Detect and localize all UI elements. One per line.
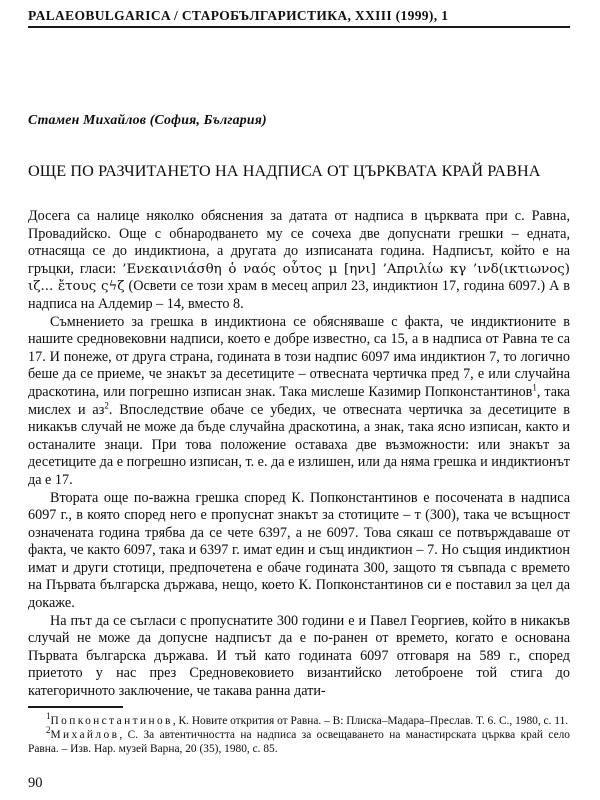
paragraph-2-text-b: , така мислех и аз: [28, 383, 570, 418]
footnote-1-citation: , К. Новите открития от Равна. – В: Плиска–Мадара–Преслав. Т. 6. С., 1980, с. 11.: [172, 715, 569, 727]
footnote-2-surname: Михайлов: [50, 729, 120, 742]
running-head-rule: [28, 26, 570, 28]
paragraph-1-text-a: Досега са налице няколко обяснения за датата от надписа в църквата при с. Равна, Провадийско. Още с обнародването му се сочеха две допуснати грешки – едната, отнасяща се до индиктиона, а другата до изписаната година. Надписът, който е на гръцки, гласи:: [28, 208, 570, 277]
author-byline: Стамен Михайлов (София, България): [28, 112, 267, 127]
article-body: [28, 208, 570, 701]
paragraph-2-text-c: . Впоследствие обаче се убедих, че отвесната чертичка за десетиците в никакъв случай не може да бъде случайна драскотина, а знак, така ясно изписан, както и останалите знаци. При това положение оставаха две възможности: или знакът за десетиците да е погрешно изписан, т. е. да е излишен, или да няма грешка и индиктионът да е 17.: [28, 401, 570, 488]
footnote-1-marker: 1: [46, 711, 51, 722]
footnote-2-marker: 2: [46, 725, 51, 736]
paragraph-1-text-b: (Освети се този храм в месец април 23, индиктион 17, година 6097.) А в надписа на Алдемир – 14, вместо 8.: [28, 278, 570, 312]
paragraph-2: [28, 314, 570, 490]
running-head: PALAEOBULGARICA / СТАРОБЪЛГАРИСТИКА, XXIII (1999), 1: [28, 8, 449, 23]
greek-inscription-quote: ’Ενεκαινιάσθη ὁ ναός οὗτος μ [ηνι] ’Απριλίω κγ ’ινδ(ικτιωνος) ιζ... ἔτους ςϟζ: [28, 261, 570, 295]
footnote-ref-1[interactable]: 1: [532, 382, 537, 393]
paragraph-1: [28, 208, 570, 314]
footnote-separator-rule: [28, 706, 123, 708]
page-title: ОЩЕ ПО РАЗЧИТАНЕТО НА НАДПИСА ОТ ЦЪРКВАТА КРАЙ РАВНА: [28, 162, 541, 180]
paragraph-2-text-a: Съмнението за грешка в индиктиона се обясняваше с факта, че индиктионите в нашите средновековни надписи, което е добре известно, са 15, а в надписа от Равна те са 17. И понеже, от друга страна, годината в този надпис 6097 има индиктион 7, то логично беше да се приеме, че знакът за десетиците – отвесната чертичка пред 7, е или случайна драскотина, или погрешно изписан знак. Така мислеше Казимир Попконстантинов: [28, 313, 570, 400]
footnote-2-citation: , С. За автентичността на надписа за освещаването на манастирската църква край село Равна. – Изв. Нар. музей Варна, 20 (35), 1980, с. 85.: [28, 729, 570, 756]
footnote-ref-2[interactable]: 2: [104, 399, 109, 410]
footnotes-section: [28, 706, 570, 757]
footnote-2: [28, 725, 570, 756]
footnote-1-surname: Попконстантинов: [50, 715, 173, 727]
footnote-1: [28, 711, 570, 728]
paragraph-3: Втората още по-важна грешка според К. Попконстантинов е посочената в надписа 6097 г., в която според него е пропуснат знакът за стотиците – т (300), така че всъщност означената година трябва да се чете 6397, а не 6097. Това сякаш се потвърждаваше от факта, че както 6097, така и 6397 г. имат един и същ индиктион – 7. Но същия индиктион имат и други стотици, предпочетена е обаче годината 300, защото тя съвпада с времето на Първата българска държава, нещо, което К. Попконстантинов си е поставил за цел да докаже.: [28, 489, 570, 612]
paragraph-4: На път да се съгласи с пропуснатите 300 години е и Павел Георгиев, който в никакъв случай не може да допусне надписът да е по-ранен от времето, когато е основана Първата българска държава. И тъй като годината 6097 отговаря на 589 г., според приетото у нас през Средновековието византийско летоброене той стига до категоричното заключение, че такава ранна дати-: [28, 612, 570, 700]
page-number: 90: [28, 775, 43, 791]
